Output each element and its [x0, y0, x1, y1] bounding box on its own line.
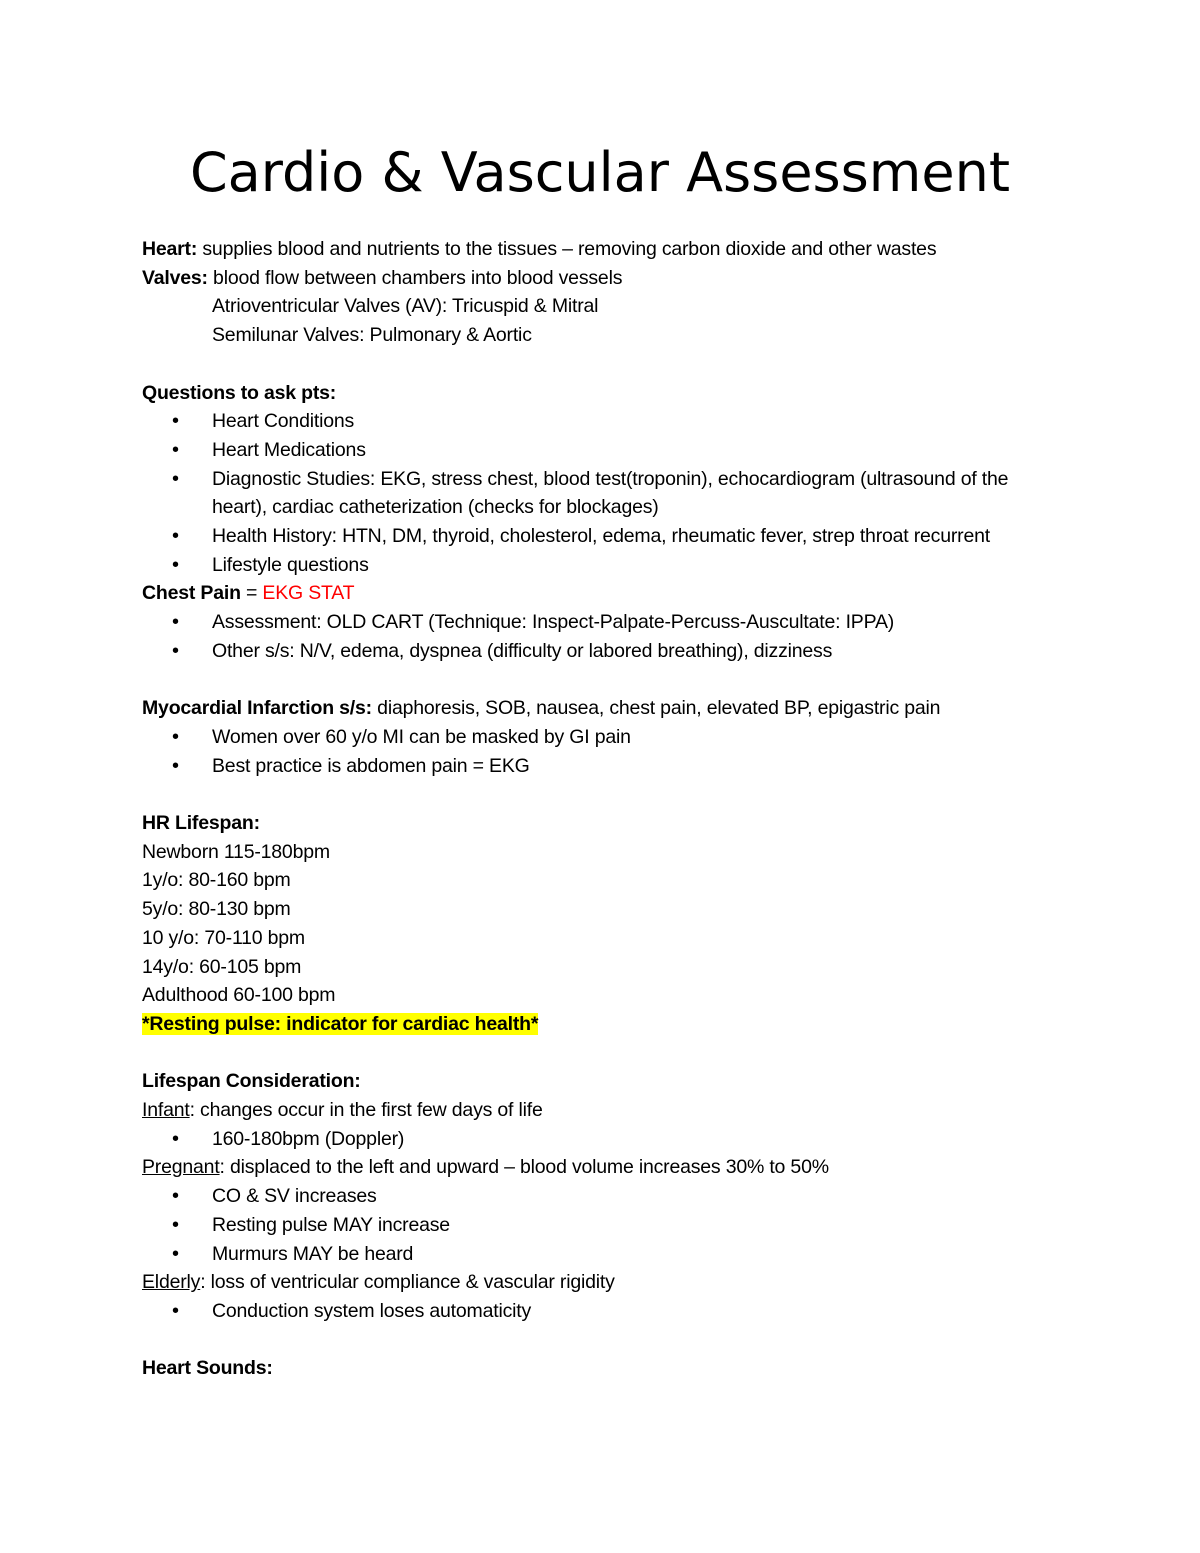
- av-valves: Atrioventricular Valves (AV): Tricuspid & Mitral: [212, 295, 599, 318]
- list-item: • Murmurs MAY be heard: [142, 1240, 1062, 1269]
- mi-label: Myocardial Infarction s/s:: [142, 697, 372, 720]
- heart-sounds-heading: Heart Sounds:: [142, 1357, 273, 1380]
- elderly-label: Elderly: [142, 1271, 201, 1294]
- spacer: [142, 350, 1062, 379]
- elderly-text: : loss of ventricular compliance & vascular rigidity: [200, 1271, 615, 1294]
- elderly-list: [142, 1297, 1062, 1326]
- list-item: • Assessment: OLD CART (Technique: Inspect-Palpate-Percuss-Auscultate: IPPA): [142, 608, 1062, 637]
- hr-row: 5y/o: 80-130 bpm: [142, 898, 291, 921]
- hr-row: 10 y/o: 70-110 bpm: [142, 926, 305, 949]
- chest-pain-label: Chest Pain: [142, 582, 241, 605]
- list-item: • Health History: HTN, DM, thyroid, cholesterol, edema, rheumatic fever, strep throat recurrent: [142, 522, 1062, 551]
- list-item: • Heart Conditions: [142, 407, 1062, 436]
- list-item: • Heart Medications: [142, 436, 1062, 465]
- list-item: • Best practice is abdomen pain = EKG: [142, 752, 1062, 781]
- page-title: Cardio & Vascular Assessment: [189, 141, 1011, 204]
- infant-label: Infant: [142, 1099, 190, 1122]
- list-item: • Diagnostic Studies: EKG, stress chest, blood test(troponin), echocardiogram (ultrasound of the heart), cardiac catheterization (checks for blockages): [142, 465, 1062, 522]
- valves-definition: [142, 264, 1062, 293]
- list-item: • Lifestyle questions: [142, 551, 1062, 580]
- list-item: • CO & SV increases: [142, 1182, 1062, 1211]
- infant-list: [142, 1125, 1062, 1154]
- infant-line: [142, 1096, 1062, 1125]
- spacer: [142, 1039, 1062, 1068]
- pregnant-text: : displaced to the left and upward – blood volume increases 30% to 50%: [219, 1156, 829, 1179]
- heart-definition: [142, 235, 1062, 264]
- mi-line: [142, 694, 1062, 723]
- spacer: [142, 780, 1062, 809]
- chest-pain-list: [142, 608, 1062, 665]
- document-body: [142, 235, 1062, 1383]
- chest-pain-equals: =: [240, 582, 263, 605]
- elderly-line: [142, 1268, 1062, 1297]
- valves-text: blood flow between chambers into blood vessels: [207, 266, 623, 289]
- questions-heading: Questions to ask pts:: [142, 381, 337, 404]
- pregnant-list: [142, 1182, 1062, 1268]
- ekg-stat-text: EKG STAT: [262, 582, 355, 605]
- resting-pulse-note: [142, 1010, 1062, 1039]
- list-item: • Other s/s: N/V, edema, dyspnea (difficulty or labored breathing), dizziness: [142, 637, 1062, 666]
- list-item: • 160-180bpm (Doppler): [142, 1125, 1062, 1154]
- mi-text: diaphoresis, SOB, nausea, chest pain, elevated BP, epigastric pain: [371, 697, 941, 720]
- hr-row: 14y/o: 60-105 bpm: [142, 955, 302, 978]
- pregnant-line: [142, 1153, 1062, 1182]
- pregnant-label: Pregnant: [142, 1156, 220, 1179]
- hr-row: Newborn 115-180bpm: [142, 840, 330, 863]
- spacer: [142, 666, 1062, 695]
- list-item: • Women over 60 y/o MI can be masked by GI pain: [142, 723, 1062, 752]
- valves-label: Valves:: [142, 266, 208, 289]
- highlighted-note: *Resting pulse: indicator for cardiac health*: [142, 1012, 539, 1035]
- list-item: • Resting pulse MAY increase: [142, 1211, 1062, 1240]
- heart-label: Heart:: [142, 238, 198, 260]
- spacer: [142, 1326, 1062, 1355]
- list-item: • Conduction system loses automaticity: [142, 1297, 1062, 1326]
- semilunar-valves: Semilunar Valves: Pulmonary & Aortic: [212, 324, 532, 347]
- hr-row: 1y/o: 80-160 bpm: [142, 869, 291, 892]
- infant-text: : changes occur in the first few days of life: [189, 1099, 543, 1122]
- hr-row: Adulthood 60-100 bpm: [142, 984, 336, 1007]
- questions-list: [142, 407, 1062, 579]
- lifespan-consideration-heading: Lifespan Consideration:: [142, 1070, 361, 1093]
- heart-text: supplies blood and nutrients to the tissues – removing carbon dioxide and other wastes: [197, 238, 937, 260]
- chest-pain-line: [142, 579, 1062, 608]
- mi-list: [142, 723, 1062, 780]
- hr-lifespan-heading: HR Lifespan:: [142, 812, 260, 835]
